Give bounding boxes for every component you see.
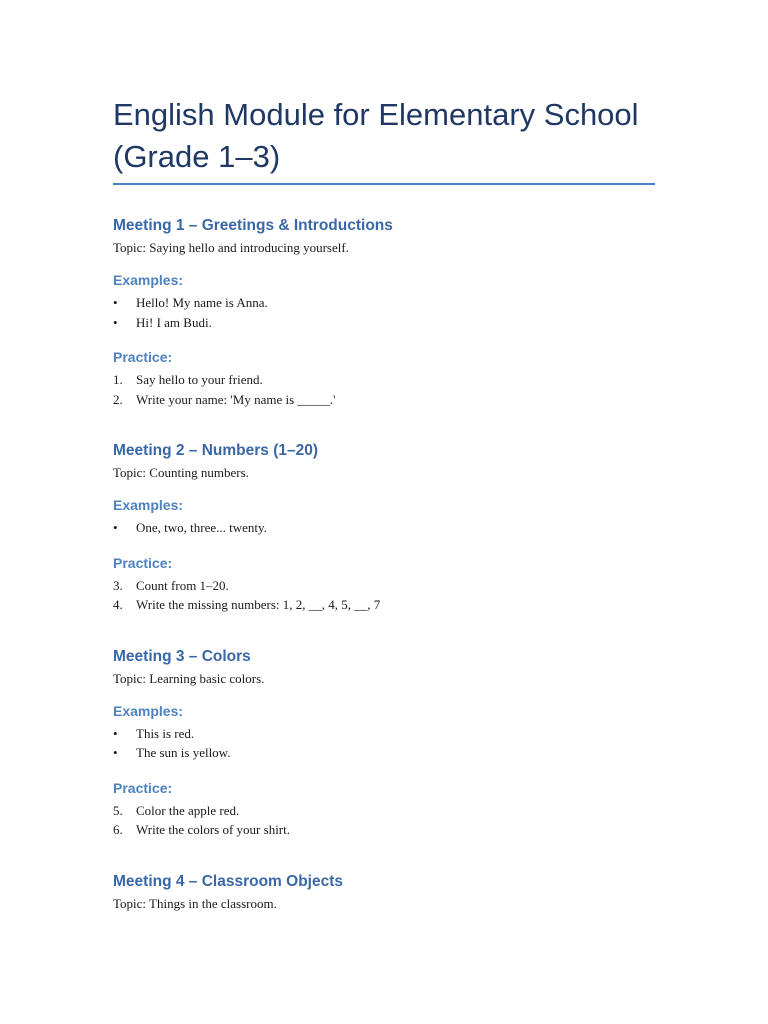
list-item [113,576,655,596]
bullet-icon: • [113,725,118,741]
meeting-4-heading: Meeting 4 – Classroom Objects [113,872,343,890]
list-number: 2. [113,391,123,407]
bullet-icon: • [113,314,118,330]
list-item [113,390,655,410]
list-item [113,595,655,615]
meeting-3-heading: Meeting 3 – Colors [113,647,251,665]
bullet-icon: • [113,745,118,760]
meeting-3-section [113,647,655,840]
practice-text: Count from 1–20. [136,577,229,593]
meeting-2-practice-heading: Practice: [113,554,173,571]
meeting-2-examples-list [113,518,655,538]
title-divider [113,183,655,185]
example-text: The sun is yellow. [136,745,231,760]
practice-text: Write the colors of your shirt. [136,822,290,837]
practice-text: Write your name: 'My name is _____.' [136,391,336,407]
meeting-3-practice-list [113,801,655,840]
list-number: 1. [113,372,123,387]
example-text: One, two, three... twenty. [136,520,267,535]
meeting-1-section [113,216,655,409]
document-page [113,94,655,913]
meeting-2-topic: Topic: Counting numbers. [113,465,249,480]
meeting-2-section [113,441,655,615]
title-line-1: English Module for Elementary School [113,97,639,132]
meeting-1-examples-heading: Examples: [113,272,184,288]
meeting-3-examples-list [113,724,655,763]
list-number: 6. [113,822,123,837]
list-item [113,743,655,763]
practice-text: Color the apple red. [136,802,240,818]
meeting-1-heading: Meeting 1 – Greetings & Introductions [113,217,393,234]
list-item [113,820,655,840]
list-number: 4. [113,597,123,612]
example-text: Hello! My name is Anna. [136,295,268,310]
list-number: 5. [113,802,123,818]
example-text: This is red. [136,725,195,741]
meeting-1-topic: Topic: Saying hello and introducing yourself. [113,240,349,255]
meeting-4-section [113,872,655,913]
title-line-2: (Grade 1–3) [113,139,281,174]
list-item [113,293,655,313]
meeting-1-practice-heading: Practice: [113,349,173,365]
document-title [113,94,655,178]
list-item [113,518,655,538]
meeting-2-examples-heading: Examples: [113,497,184,513]
meeting-3-examples-heading: Examples: [113,702,184,719]
meeting-3-topic: Topic: Learning basic colors. [113,670,265,686]
meeting-4-topic: Topic: Things in the classroom. [113,895,277,911]
list-item [113,801,655,821]
bullet-icon: • [113,520,118,535]
example-text: Hi! I am Budi. [136,314,212,330]
list-item [113,370,655,390]
meeting-1-examples-list [113,293,655,332]
list-item [113,724,655,744]
meeting-2-heading: Meeting 2 – Numbers (1–20) [113,442,319,459]
practice-text: Write the missing numbers: 1, 2, __, 4, 5, __, 7 [136,597,381,612]
meeting-1-practice-list [113,370,655,409]
practice-text: Say hello to your friend. [136,372,263,387]
list-item [113,313,655,333]
bullet-icon: • [113,295,118,310]
list-number: 3. [113,577,123,593]
meeting-3-practice-heading: Practice: [113,779,173,796]
meeting-2-practice-list [113,576,655,615]
